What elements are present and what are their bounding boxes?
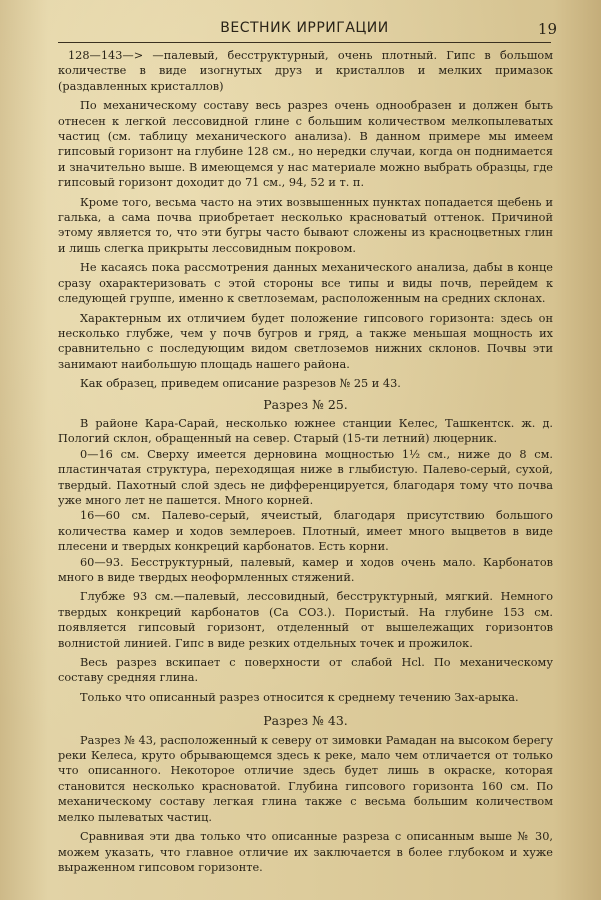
article-body [58,48,553,875]
paragraph: Весь разрез вскипает с поверхности от слабой Hcl. По механическому составу средняя глина. [58,656,553,685]
section-heading: Разрез № 43. [263,713,348,729]
paragraph: Только что описанный разрез относится к среднему течению Зах-арыка. [80,690,519,704]
paragraph: 128—143—> —палевый, бесструктурный, очень плотный. Гипс в большом количестве в виде изогнутых друз и кристаллов и мелких примазок (раздавленных кристаллов) [58,49,553,93]
paragraph: Разрез № 43, расположенный к северу от зимовки Рамадан на высоком берегу реки Келеса, круто обрывающемся здесь к реке, мало чем отличается от только что описанного. Некоторое отличие здесь будет лишь в окраске, которая становится несколько красноватой. Глубина гипсового горизонта 160 см. По механическому составу легкая глина также с весьма большим количеством мелко пылеватых частиц. [58,733,553,824]
section-heading: Разрез № 25. [263,396,348,412]
paragraph: В районе Кара-Сарай, несколько южнее станции Келес, Ташкентск. ж. д. Пологий склон, обращенный на север. Старый (15-ти летний) люцерник. [58,416,553,446]
page-number: 19 [537,20,557,38]
journal-title: ВЕСТНИК ИРРИГАЦИИ [220,20,389,36]
paragraph: 16—60 см. Палево-серый, ячеистый, благодаря присутствию большого количества камер и ходов землероев. Плотный, имеет много выцветов в виде плесени и твердых конкреций карбонатов. Есть корни. [58,509,553,554]
paragraph: 0—16 см. Сверху имеется дерновина мощностью 1½ см., ниже до 8 см. пластинчатая структура, переходящая ниже в глыбистую. Палево-серый, сухой, твердый. Пахотный слой здесь не дифференцируется, благодаря тому что почва уже много лет не пашется. Много корней. [58,447,553,507]
paragraph: По механическому составу весь разрез очень однообразен и должен быть отнесен к легкой лессовидной глине с большим количеством мелкопылеватых частиц (см. таблицу механического анализа). В данном примере мы имеем гипсовый горизонт на глубине 128 см., но нередки случаи, когда он поднимается и значительно выше. В имеющемся у нас материале можно выбрать образцы, где гипсовый горизонт доходит до 71 см., 94, 52 и т. п. [58,99,553,190]
paragraph: Кроме того, весьма часто на этих возвышенных пунктах попадается щебень и галька, а сама почва приобретает несколько красноватый оттенок. Причиной этому является то, что эти бугры часто бывают сложены из красноцветных глин и лишь слегка прикрыты лессовидным покровом. [58,195,553,255]
paragraph: Как образец, приведем описание разрезов № 25 и 43. [80,377,401,391]
paragraph: Характерным их отличием будет положение гипсового горизонта: здесь он несколько глубже, чем у почв бугров и гряд, а также меньшая мощность их сравнительно с последующим видом светлоземов нижних склонов. Почвы эти занимают наибольшую площадь нашего района. [58,311,553,371]
page-header [58,18,557,43]
paragraph: Не касаясь пока рассмотрения данных механического анализа, дабы в конце сразу охарактеризовать с этой стороны все типы и виды почв, перейдем к следующей группе, именно к светлоземам, расположенным на средних склонах. [58,261,553,306]
paragraph: Сравнивая эти два только что описанные разреза с описанным выше № 30, можем указать, что главное отличие их заключается в более глубоком и хуже выраженном гипсовом горизонте. [58,830,553,874]
paragraph: 60—93. Бесструктурный, палевый, камер и ходов очень мало. Карбонатов много в виде твердых неоформленных стяжений. [58,555,553,584]
paragraph: Глубже 93 см.—палевый, лессовидный, бесструктурный, мягкий. Немного твердых конкреций карбонатов (Ca CO3.). Пористый. На глубине 153 см. появляется гипсовый горизонт, отделенный от вышележащих горизонтов волнистой линией. Гипс в виде резких отдельных точек и прожилок. [58,590,553,650]
